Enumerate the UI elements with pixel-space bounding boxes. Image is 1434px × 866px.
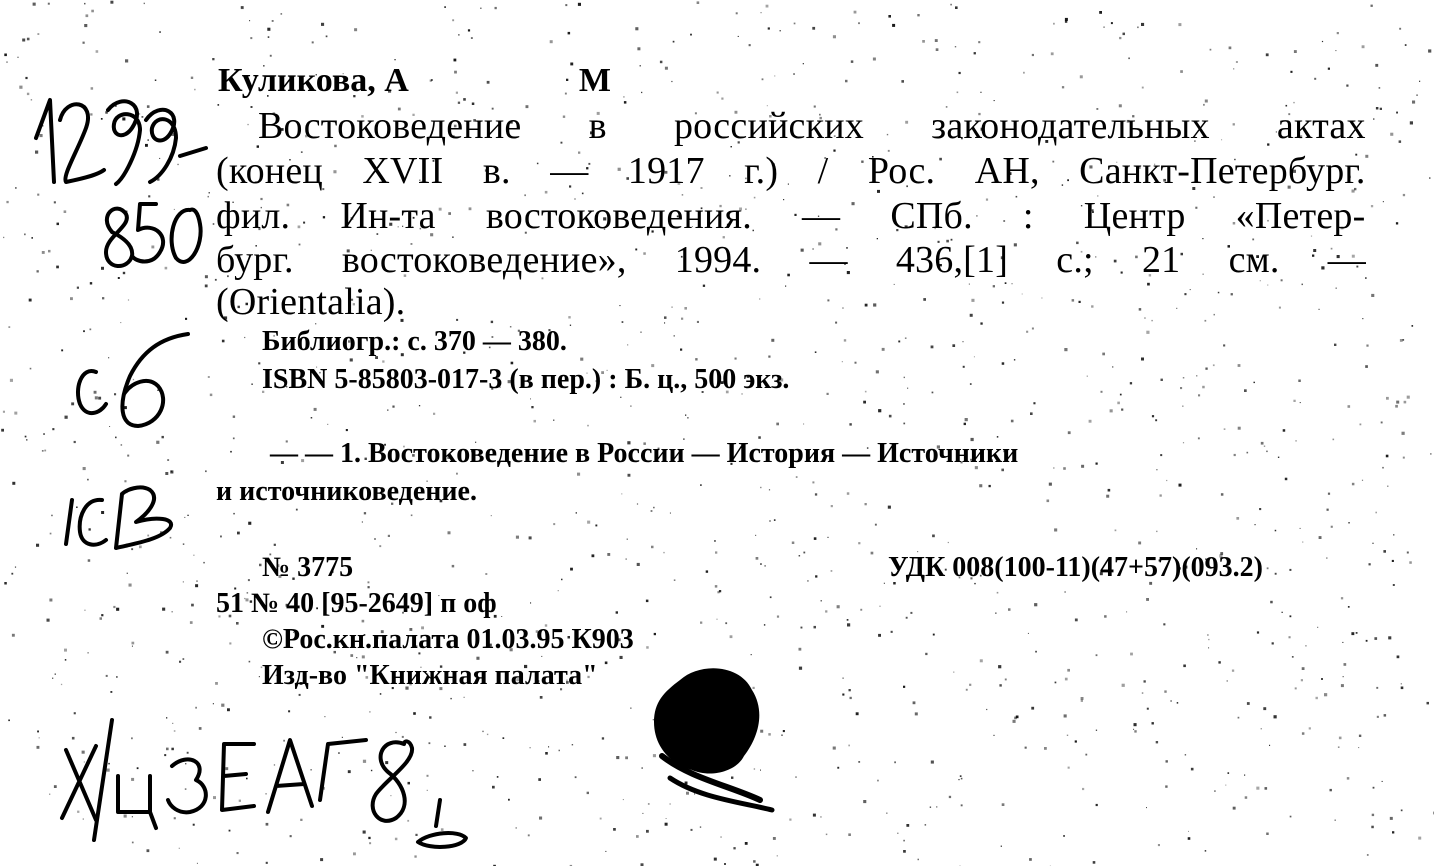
title-line-5: (Orientalia).: [216, 281, 406, 323]
publisher-line: Изд-во "Книжная палата": [262, 660, 598, 691]
udk-code: УДК 008(100-11)(47+57)(093.2): [888, 552, 1263, 583]
title-line-4: бург. востоковедение», 1994. — 436,[1] с.; 21 см. —: [216, 239, 1366, 281]
handwritten-shelfmark: [62, 720, 466, 847]
title-line-1: Востоковедение в российских законодательных актах: [258, 105, 1366, 147]
handwritten-code-bottom: [106, 204, 201, 266]
author-surname: Куликова, А: [218, 62, 409, 99]
copyright-line: ©Рос.кн.палата 01.03.95 К903: [262, 624, 634, 655]
record-number: № 3775: [262, 552, 354, 583]
handwritten-code-top: [36, 100, 206, 184]
title-line-2: (конец XVII в. — 1917 г.) / Рос. АН, Санкт-Петербург.: [216, 150, 1366, 192]
subject-line-1: — — 1. Востоковедение в России — История — Источники: [270, 438, 1019, 469]
subject-line-2: и источниковедение.: [216, 476, 477, 507]
title-line-3: фил. Ин-та востоковедения. — СПб. : Центр «Петер-: [216, 195, 1366, 237]
handwritten-mark-sb: [78, 334, 188, 426]
author-initial: М: [578, 62, 611, 99]
handwritten-mark-ksb: [66, 487, 171, 548]
isbn-note: ISBN 5-85803-017-3 (в пер.) : Б. ц., 500 экз.: [262, 364, 790, 395]
bibliography-note: Библиогр.: с. 370 — 380.: [262, 326, 567, 357]
line-51: 51 № 40 [95-2649] п оф: [216, 588, 497, 619]
